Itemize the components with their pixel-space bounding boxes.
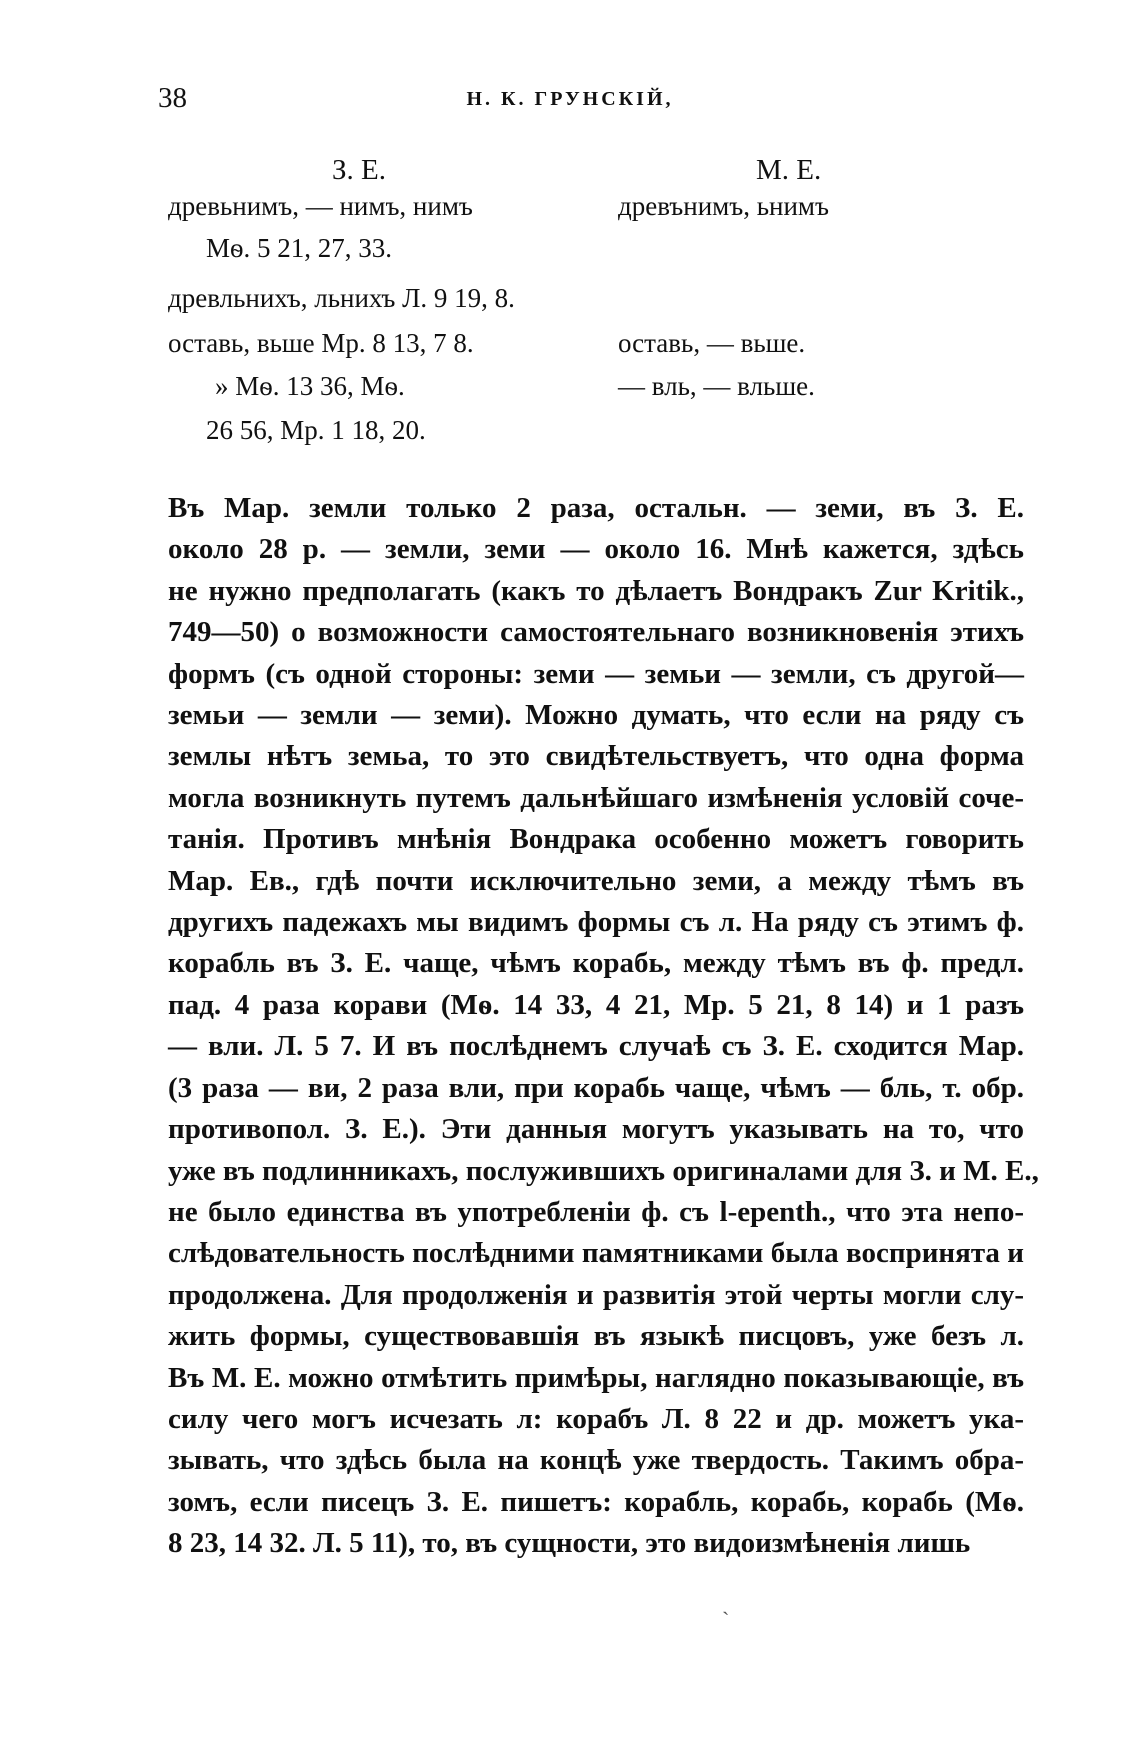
body-line: корабль въ З. Е. чаще, чѣмъ корабь, между тѣмъ въ ф. предл. (168, 947, 1024, 980)
body-line: (3 раза — ви, 2 раза вли, при корабь чаще, чѣмъ — бль, т. обр. (168, 1071, 1024, 1104)
body-line: — вли. Л. 5 7. И въ послѣднемъ случаѣ съ З. Е. сходится Мар. (168, 1030, 1024, 1063)
right-entry: древънимъ, ьнимъ (618, 191, 829, 221)
left-entry: оставь, вьше Мр. 8 13, 7 8. (168, 328, 474, 358)
body-line: формъ (съ одной стороны: земи — земьи — земли, съ другой— (168, 657, 1024, 690)
body-line: зомъ, если писецъ З. Е. пишетъ: корабль, корабь, корабь (Мѳ. (168, 1485, 1024, 1518)
body-line: силу чего могъ исчезать л: корабъ Л. 8 22 и др. можетъ ука- (168, 1402, 1024, 1435)
body-line: другихъ падежахъ мы видимъ формы съ л. На ряду съ этимъ ф. (168, 906, 1024, 939)
body-line: не нужно предполагать (какъ то дѣлаетъ Вондракъ Zur Kritik., (168, 574, 1024, 607)
right-entry: — вль, — вльше. (618, 371, 815, 401)
body-line: землы нѣтъ земьа, то это свидѣтельствуетъ, что одна форма (168, 740, 1024, 773)
body-paragraph (168, 488, 1039, 1565)
body-line: противопол. З. Е.). Эти данныя могутъ указывать на то, что (168, 1113, 1024, 1146)
left-entry: древьнимъ, — нимъ, нимъ (168, 191, 473, 221)
body-line: не было единства въ употребленіи ф. съ l-epenth., что эта непо- (168, 1195, 1024, 1228)
right-column-heading: М. Е. (756, 154, 822, 186)
body-line: земьи — земли — земи). Можно думать, что если на ряду съ (168, 699, 1024, 732)
body-line: слѣдовательность послѣдними памятниками была воспринята и (168, 1237, 1024, 1270)
ink-speck: ˏ (722, 1590, 730, 1615)
page-header (0, 82, 1140, 122)
body-line: продолжена. Для продолженія и развитія этой черты могли слу- (168, 1278, 1024, 1311)
running-head: Н. К. ГРУНСКІЙ, (466, 88, 674, 110)
page-number: 38 (158, 82, 187, 114)
body-line: жить формы, существовавшія въ языкѣ писцовъ, уже безъ л. (168, 1320, 1024, 1353)
body-line: могла возникнуть путемъ дальнѣйшаго измѣненія условій соче- (168, 781, 1024, 814)
body-line: около 28 р. — земли, земи — около 16. Мнѣ кажется, здѣсь (168, 533, 1024, 566)
left-column-heading: З. Е. (332, 154, 386, 186)
body-line: зывать, что здѣсь была на концѣ уже твердость. Такимъ обра- (168, 1444, 1024, 1477)
body-line: 8 23, 14 32. Л. 5 11), то, въ сущности, это видоизмѣненія лишь (168, 1527, 971, 1560)
body-line: Въ Мар. земли только 2 раза, остальн. — земи, въ З. Е. (168, 492, 1024, 524)
left-entry: » Мѳ. 13 36, Мѳ. (215, 371, 405, 401)
body-line: танія. Противъ мнѣнія Вондрака особенно можетъ говорить (168, 823, 1024, 856)
body-line: 749—50) о возможности самостоятельнаго возникновенія этихъ (168, 616, 1024, 649)
left-entry: Мѳ. 5 21, 27, 33. (206, 233, 393, 263)
body-line: уже въ подлинникахъ, послужившихъ оригиналами для З. и М. Е., (168, 1154, 1039, 1187)
right-entry: оставь, — вьше. (618, 328, 806, 358)
left-entry: древльнихъ, льнихъ Л. 9 19, 8. (168, 283, 515, 313)
body-line: пад. 4 раза корави (Мѳ. 14 33, 4 21, Мр. 5 21, 8 14) и 1 разъ (168, 988, 1024, 1021)
left-entry: 26 56, Мр. 1 18, 20. (206, 415, 426, 445)
body-line: Въ М. Е. можно отмѣтить примѣры, наглядно показывающіе, въ (168, 1361, 1024, 1394)
body-line: Мар. Ев., гдѣ почти исключительно земи, а между тѣмъ въ (168, 864, 1024, 897)
